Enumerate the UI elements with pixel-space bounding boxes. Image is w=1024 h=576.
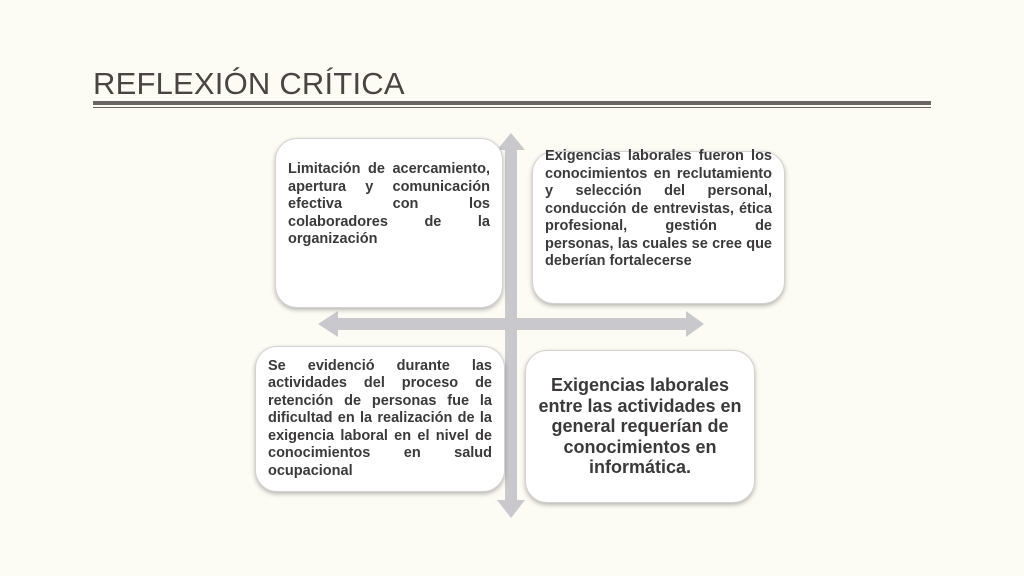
quadrant-top-right-text: Exigencias laborales fueron los conocimientos en reclutamiento y selección del personal, conducción de entrevistas, ética profesional, gestión de personas, las cuales se cree que deberían fortalecerse: [545, 148, 772, 269]
quadrant-bottom-right: [525, 350, 755, 503]
quadrant-bottom-left: [255, 346, 505, 492]
quadrant-top-left: [275, 138, 503, 308]
slide-title: REFLEXIÓN CRÍTICA: [93, 66, 405, 101]
quadrant-top-right: [532, 148, 785, 304]
quadrant-bottom-left-text: Se evidenció durante las actividades del proceso de retención de personas fue la dificultad en la realización de la exigencia laboral en el nivel de conocimientos en salud ocupacional: [268, 357, 492, 479]
quadrant-bottom-right-text: Exigencias laborales entre las actividades en general requerían de conocimientos en informática.: [538, 375, 742, 478]
quadrant-top-left-text: Limitación de acercamiento, apertura y comunicación efectiva con los colaboradores de la organización: [288, 161, 490, 248]
